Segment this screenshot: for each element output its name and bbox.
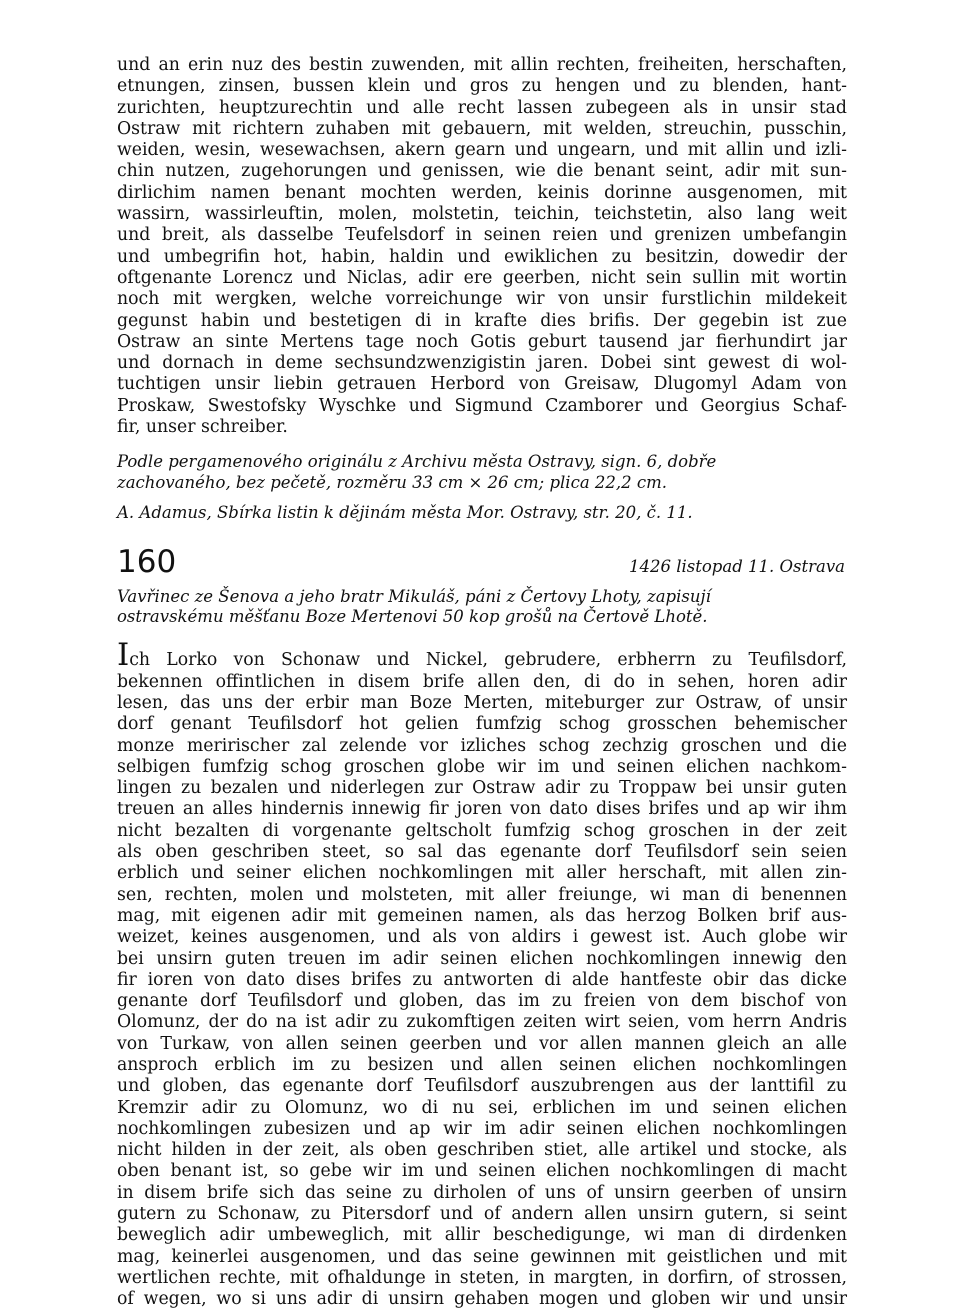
- text-line: sen, rechten, molen und molsteten, mit aller freiunge, wi man di benennen: [117, 884, 847, 905]
- text-line: monze meririscher zal zelende vor izliches schog zechzig groschen und die: [117, 735, 847, 756]
- text-line: als oben geschriben steet, so sal das egenante dorf Teufilsdorf sein seien: [117, 842, 847, 863]
- text-line: nicht bezalten di vorgenante geltscholt fumfzig schog groschen in der zeit: [117, 820, 847, 841]
- literature-note: A. Adamus, Sbírka listin k dějinám města Mor. Ostravy, str. 20, č. 11.: [117, 503, 693, 523]
- text-line: von Turkaw, von allen seinen geerben und vor allen mannen gleich an alle: [117, 1033, 847, 1054]
- text-line: tuchtigen unsir liebin getrauen Herbord von Greisaw, Dlugomyl Adam von: [117, 374, 847, 395]
- text-line: noch mit wergken, welche vorreichunge wir von unsir furstlichin mildekeit: [117, 289, 847, 310]
- text-line: Ostraw an sinte Mertens tage noch Gotis geburt tausend jar fierhundirt jar: [117, 331, 847, 352]
- text-line: oftgenante Lorencz und Niclas, adir ere geerben, nicht sein sullin mit wortin: [117, 267, 847, 288]
- text-line: gutern zu Schonaw, zu Pitersdorf und of andern allen unsirn gutern, si seint: [117, 1204, 847, 1225]
- text-line: und globen, das egenante dorf Teufilsdorf auszubrengen aus der lanttifil zu: [117, 1076, 847, 1097]
- source-note: [117, 451, 847, 493]
- text-line: oben benant ist, so gebe wir im und seinen elichen nochkomlingen di macht: [117, 1161, 847, 1182]
- source-line: zachovaného, bez pečetě, rozměru 33 cm ⨯ 26 cm; plica 22,2 cm.: [117, 473, 668, 493]
- doc160-text: [117, 637, 847, 1310]
- text-line: ansproch erblich im zu besizen und allen seinen elichen nochkomlingen: [117, 1054, 847, 1075]
- text-line: etnungen, zinsen, bussen klein und gros zu hengen und zu blenden, hant-: [117, 76, 847, 97]
- text-line: chin nutzen, zugehorungen und genissen, wie die benant seint, adir mit sun-: [117, 161, 847, 182]
- text-line: weizet, keines ausgenomen, und als von aldirs i gewest ist. Auch globe wir: [117, 927, 847, 948]
- text-line-content: ch Lorko von Schonaw und Nickel, gebrudere, erbherrn zu Teufilsdorf,: [129, 650, 847, 671]
- initial-letter: I: [117, 637, 130, 674]
- text-line: [117, 637, 847, 674]
- text-line: genante dorf Teufilsdorf und globen, das im zu freien von dem bischof von: [117, 991, 847, 1012]
- text-line: bei unsirn guten treuen im adir seinen elichen nochkomlingen innewig den: [117, 948, 847, 969]
- text-line: und dornach in deme sechsundzwenzigistin jaren. Dobei sint gewest di wol-: [117, 353, 847, 374]
- text-line: Proskaw, Swestofsky Wyschke und Sigmund Czamborer und Georgius Schaf-: [117, 395, 847, 416]
- text-line: und an erin nuz des bestin zuwenden, mit allin rechten, freiheiten, herschaften,: [117, 55, 847, 75]
- text-line: wertlichen rechte, mit ofhaldunge in steten, in margten, in dorfirn, of strossen,: [117, 1267, 847, 1288]
- text-line: dirlichim namen benant mochten werden, keinis dorinne ausgenomen, mit: [117, 182, 847, 203]
- text-line: Olomunz, der do na ist adir zu zukomftigen zeiten wirt seien, vom herrn Andris: [117, 1012, 847, 1033]
- regest: [117, 587, 847, 627]
- text-line: mag, keinerlei ausgenomen, und das seine gewinnen mit geistlichen und mit: [117, 1246, 847, 1267]
- source-line: Podle pergamenového originálu z Archivu města Ostravy, sign. 6, dobře: [117, 452, 717, 472]
- text-line: selbigen fumfzig schog groschen globe wir im und seinen elichen nachkom-: [117, 756, 847, 777]
- text-line: beweglich adir umbeweglich, mit allir beschedigunge, wi man di dirdenken: [117, 1225, 847, 1246]
- regest-line: Vavřinec ze Šenova a jeho bratr Mikuláš, páni z Čertovy Lhoty, zapisují: [117, 587, 711, 607]
- text-line: dorf genant Teufilsdorf hot gelien fumfzig schog grosschen behemischer: [117, 714, 847, 735]
- text-line: Kremzir adir zu Olomunz, wo di nu sei, erblichen im und seinen elichen: [117, 1097, 847, 1118]
- text-line: nochkomlingen zubesizen und ap wir im adir seinen elichen nochkomlingen: [117, 1118, 847, 1139]
- text-line: bekennen offintlichen in disem brife allen den, di do in sehen, horen adir: [117, 671, 847, 692]
- text-line: nicht hilden in der zeit, als oben geschriben stiet, alle artikel und stocke, als: [117, 1140, 847, 1161]
- text-line: zurichten, heuptzurechtin und alle recht lassen zubegeen als in unsir stad: [117, 97, 847, 118]
- text-line: weiden, wesin, wesewachsen, akern gearn und ungearn, und mit allin und izli-: [117, 140, 847, 161]
- text-line: fir, unser schreiber.: [117, 417, 288, 438]
- text-line: fir ioren von dato dises brifes zu antworten di alde hantfeste obir das dicke: [117, 969, 847, 990]
- document-date-place: 1426 listopad 11. Ostrava: [628, 557, 845, 577]
- text-line: erblich und seiner elichen nochkomlingen mit aller herschaft, mit allen zin-: [117, 863, 847, 884]
- text-line: und umbegrifin hot, habin, haldin und ewiklichen zu besitzin, dowedir der: [117, 246, 847, 267]
- text-line: mag, mit eigenen adir mit gemeinen namen, als das herzog Bolken brif aus-: [117, 905, 847, 926]
- regest-line: ostravskému měšťanu Boze Mertenovi 50 kop grošů na Čertově Lhotě.: [117, 607, 708, 627]
- text-line: und breit, als dasselbe Teufelsdorf in seinen reien und grenizen umbefangin: [117, 225, 847, 246]
- text-line: of wegen, wo si uns adir di unsirn gehaben mogen und globen wir und unsir: [117, 1289, 847, 1310]
- text-line: gegunst habin und bestetigen di in krafte dies brifis. Der gegebin ist zue: [117, 310, 847, 331]
- document-number: 160: [117, 544, 177, 581]
- text-line: lingen zu bezalen und niderlegen zur Ostraw adir zu Troppaw bei unsir guten: [117, 778, 847, 799]
- document-page: [117, 55, 847, 1311]
- text-line: Ostraw mit richtern zuhaben mit gebauern, mit welden, streuchin, pusschin,: [117, 118, 847, 139]
- text-line: lesen, das uns der erbir man Boze Merten, miteburger zur Ostraw, of unsir: [117, 692, 847, 713]
- doc159-continuation: [117, 55, 847, 438]
- text-line: treuen an alles hindernis innewig fir joren von dato dises brifes und ap wir ihm: [117, 799, 847, 820]
- text-line: in disem brife sich das seine zu dirholen of uns of unsirn geerben of unsirn: [117, 1182, 847, 1203]
- document-header: [117, 545, 847, 583]
- text-line: wassirn, wassirleuftin, molen, molstetin, teichin, teichstetin, also lang weit: [117, 204, 847, 225]
